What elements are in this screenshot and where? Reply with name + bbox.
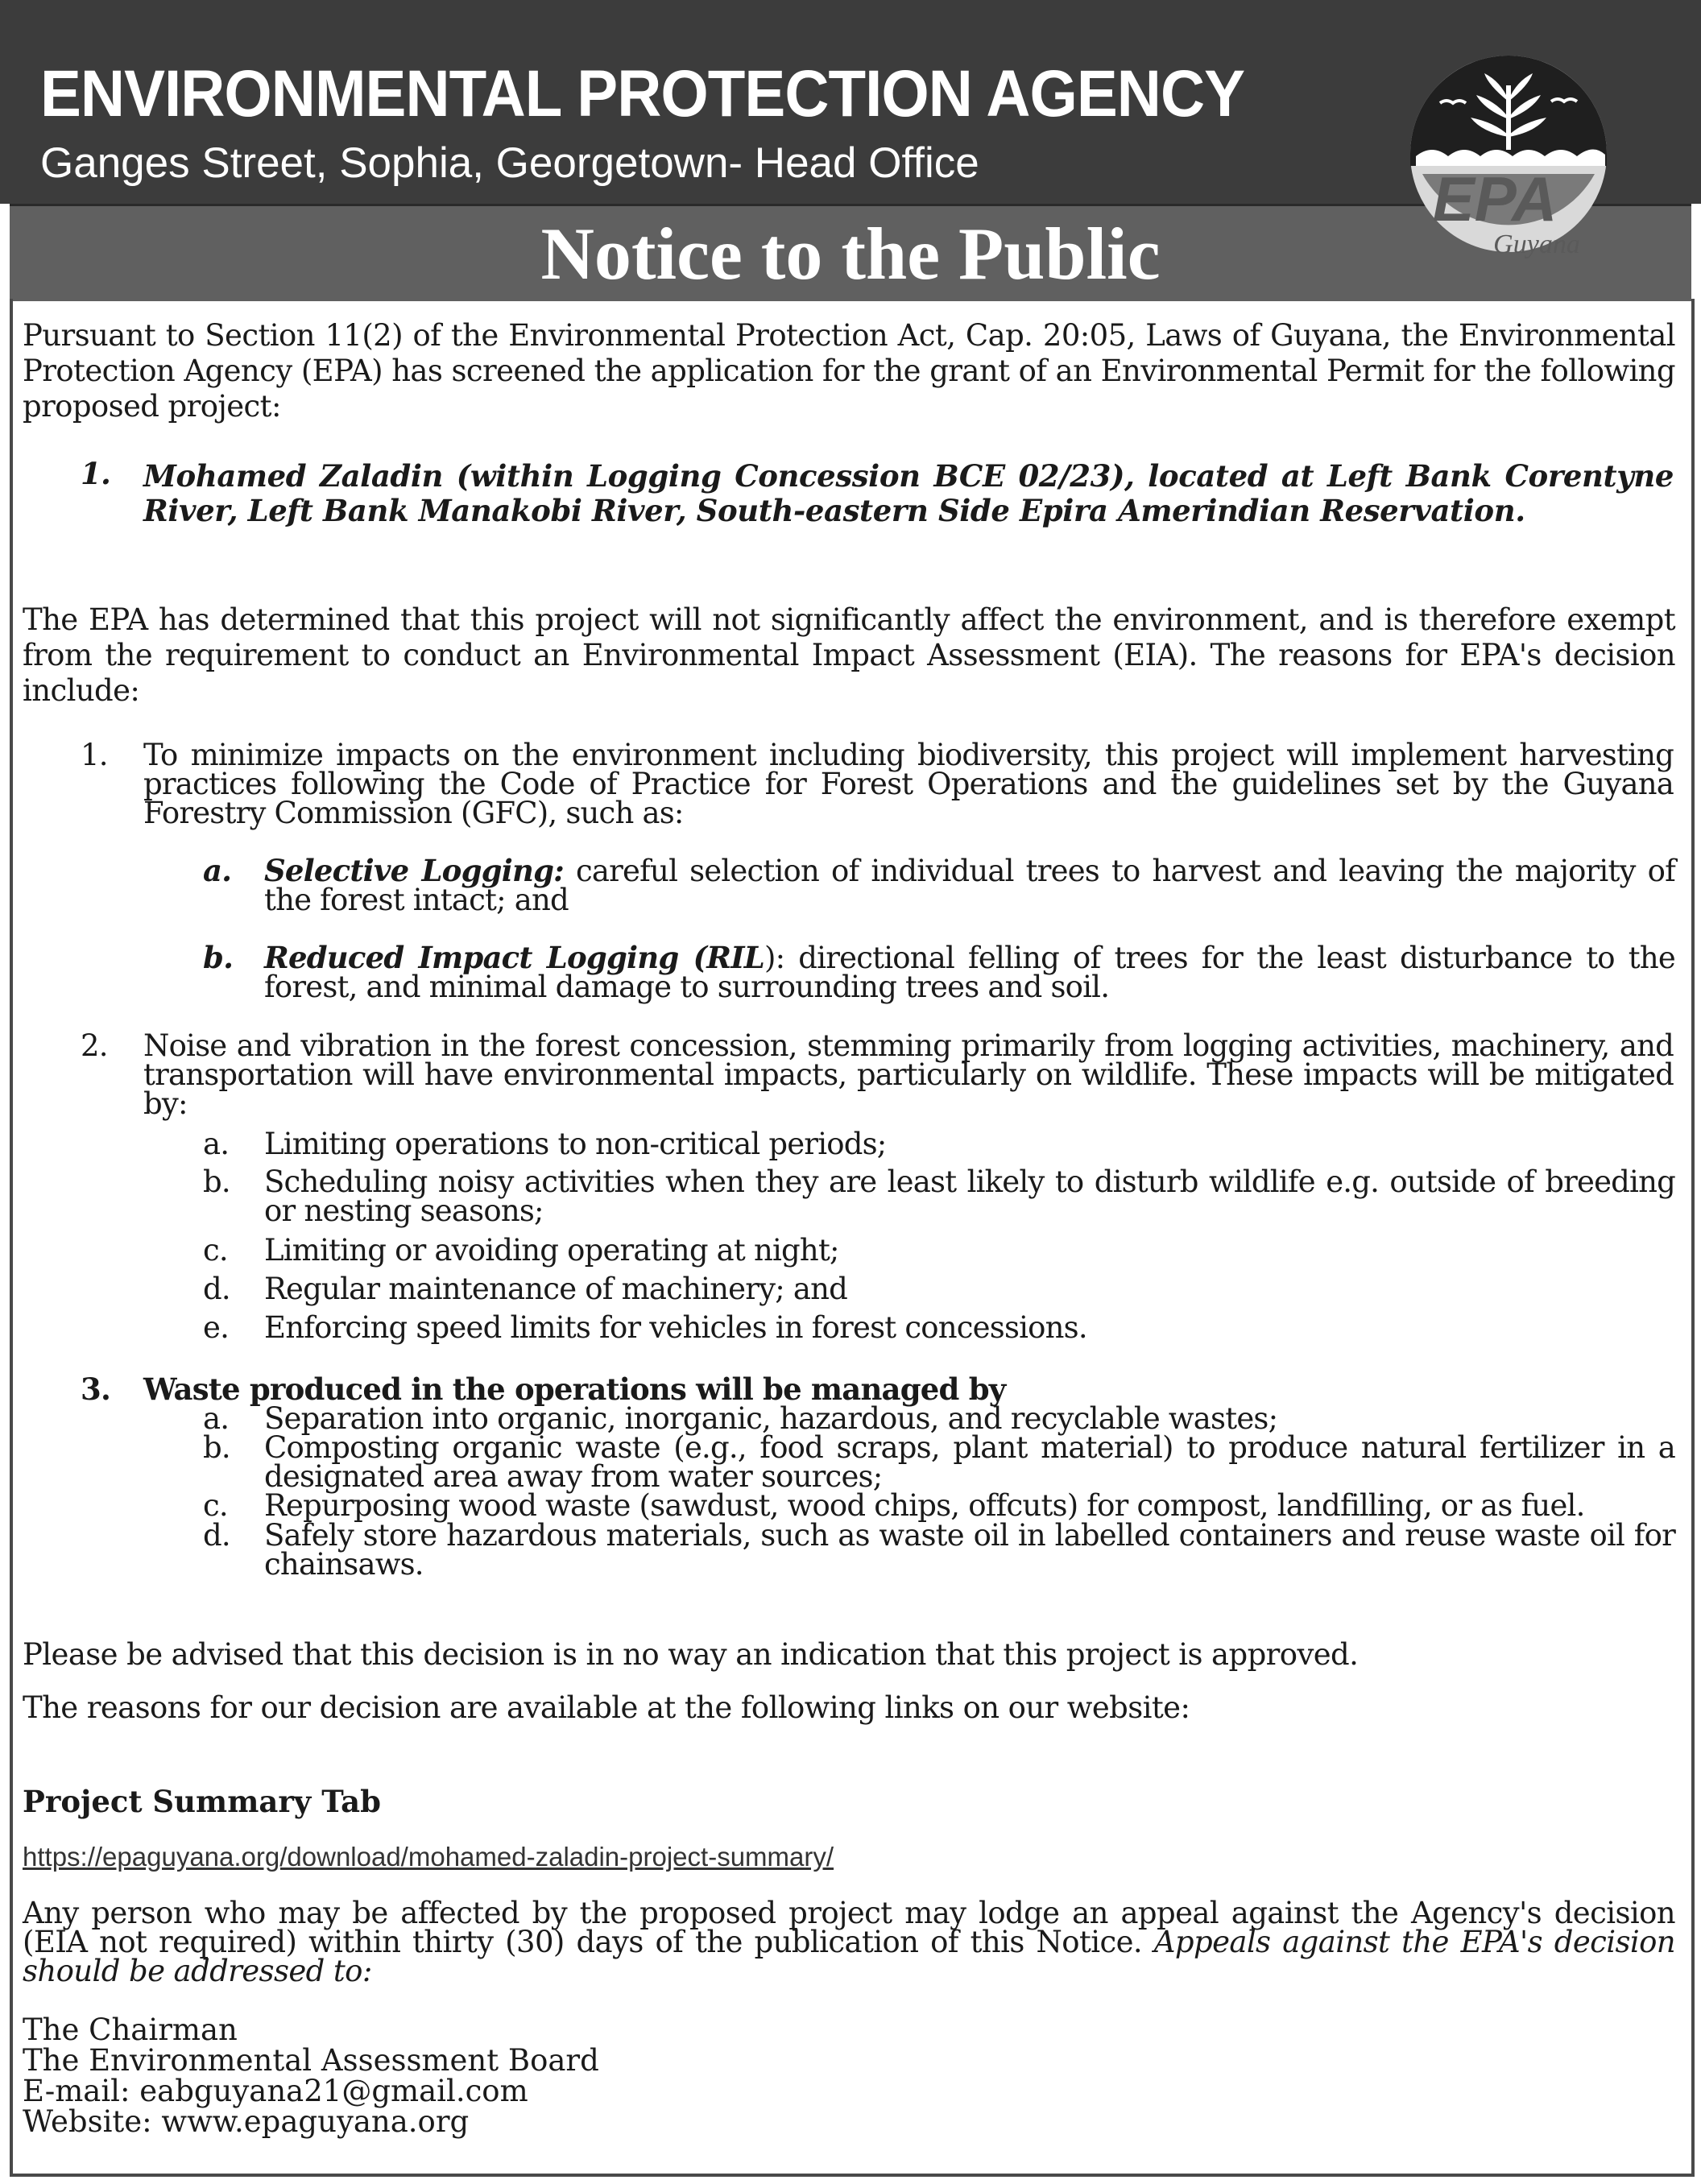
reason-1-text: To minimize impacts on the environment including biodiversity, this project will implement harvesting practices following the Code of Practice for Forest Operations and the guidelines set by the Guyana Forestry Commission (GFC), such as: [143,738,1674,830]
list-text: Repurposing wood waste (sawdust, wood chips, offcuts) for compost, landfilling, or as fuel. [264,1488,1585,1523]
project-summary-heading: Project Summary Tab [23,1784,382,1819]
selective-logging-term: Selective Logging: [264,853,564,888]
reason-1-sub-b-letter: b. [203,940,234,975]
list-text: Scheduling noisy activities when they are least likely to disturb wildlife e.g. outside of breeding or nesting seasons; [264,1164,1675,1228]
appeal-address-note: Appeals against the EPA's decision should be addressed to: [23,1925,1676,1988]
contact-board: The Environmental Assessment Board [23,2043,599,2078]
logo-text: EPA [1432,163,1558,234]
links-intro-paragraph: The reasons for our decision are available at the following links on our website: [23,1690,1190,1725]
list-letter: a. [203,1401,230,1436]
project-summary-link[interactable]: https://epaguyana.org/download/mohamed-zaladin-project-summary/ [23,1842,834,1872]
ril-term: Reduced Impact Logging (RIL [264,940,764,975]
determination-paragraph: The EPA has determined that this project will not significantly affect the environment, and is therefore exempt from the requirement to conduct an Environmental Impact Assessment (EIA). The reasons for EPA's decision include: [23,602,1675,708]
appeal-text: Any person who may be affected by the proposed project may lodge an appeal against the Agency's decision (EIA not required) within thirty (30) days of the publication of this Notice. [23,1896,1675,1959]
reason-3-number: 3. [81,1371,111,1407]
contact-chairman: The Chairman [23,2012,238,2047]
reason-1-number: 1. [81,738,108,772]
reason-2-text: Noise and vibration in the forest concession, stemming primarily from logging activities, machinery, and transportation will have environmental impacts, particularly on wildlife. These impacts will be mitigated by: [143,1028,1674,1121]
list-letter: e. [203,1310,230,1345]
list-letter: a. [203,1127,230,1161]
reason-3-text: Waste produced in the operations will be managed by [143,1371,1006,1407]
list-text: Enforcing speed limits for vehicles in forest concessions. [264,1310,1087,1345]
list-text: Safely store hazardous materials, such as waste oil in labelled containers and reuse waste oil for chainsaws. [264,1518,1675,1582]
list-text: Separation into organic, inorganic, hazardous, and recyclable wastes; [264,1401,1278,1436]
agency-name: ENVIRONMENTAL PROTECTION AGENCY [40,57,1245,130]
list-letter: c. [203,1488,228,1523]
list-text: Limiting operations to non-critical periods; [264,1127,887,1161]
reason-1-sub-a-letter: a. [203,853,232,888]
list-text: Limiting or avoiding operating at night; [264,1233,839,1268]
reason-2-number: 2. [81,1028,108,1063]
selective-logging-text: careful selection of individual trees to harvest and leaving the majority of the forest intact; and [264,854,1675,917]
notice-title: Notice to the Public [540,213,1161,295]
head-office-address: Ganges Street, Sophia, Georgetown- Head Office [40,139,979,187]
list-text: Regular maintenance of machinery; and [264,1272,848,1306]
list-letter: b. [203,1430,230,1465]
intro-paragraph: Pursuant to Section 11(2) of the Environmental Protection Act, Cap. 20:05, Laws of Guyana, the Environmental Protection Agency (EPA) has screened the application for the grant of an Environmental Permit for the following proposed project: [23,318,1675,424]
project-number: 1. [81,456,111,491]
epa-guyana-logo [1408,53,1609,267]
contact-email: E-mail: eabguyana21@gmail.com [23,2074,528,2108]
list-letter: d. [203,1272,230,1306]
contact-website: Website: www.epaguyana.org [23,2104,470,2139]
ril-text: ): directional felling of trees for the least disturbance to the forest, and minimal damage to surrounding trees and soil. [264,941,1675,1004]
list-letter: c. [203,1233,228,1268]
appeal-paragraph [23,1896,1676,1988]
advisory-paragraph: Please be advised that this decision is in no way an indication that this project is approved. [23,1637,1359,1672]
list-letter: d. [203,1518,230,1553]
list-letter: b. [203,1164,230,1199]
list-text: Composting organic waste (e.g., food scraps, plant material) to produce natural fertilizer in a designated area away from water sources; [264,1430,1675,1494]
logo-subtext: Guyana [1493,230,1580,259]
project-description: Mohamed Zaladin (within Logging Concession BCE 02/23), located at Left Bank Corentyne River, Left Bank Manakobi River, South-eastern Side Epira Amerindian Reservation. [143,458,1674,528]
